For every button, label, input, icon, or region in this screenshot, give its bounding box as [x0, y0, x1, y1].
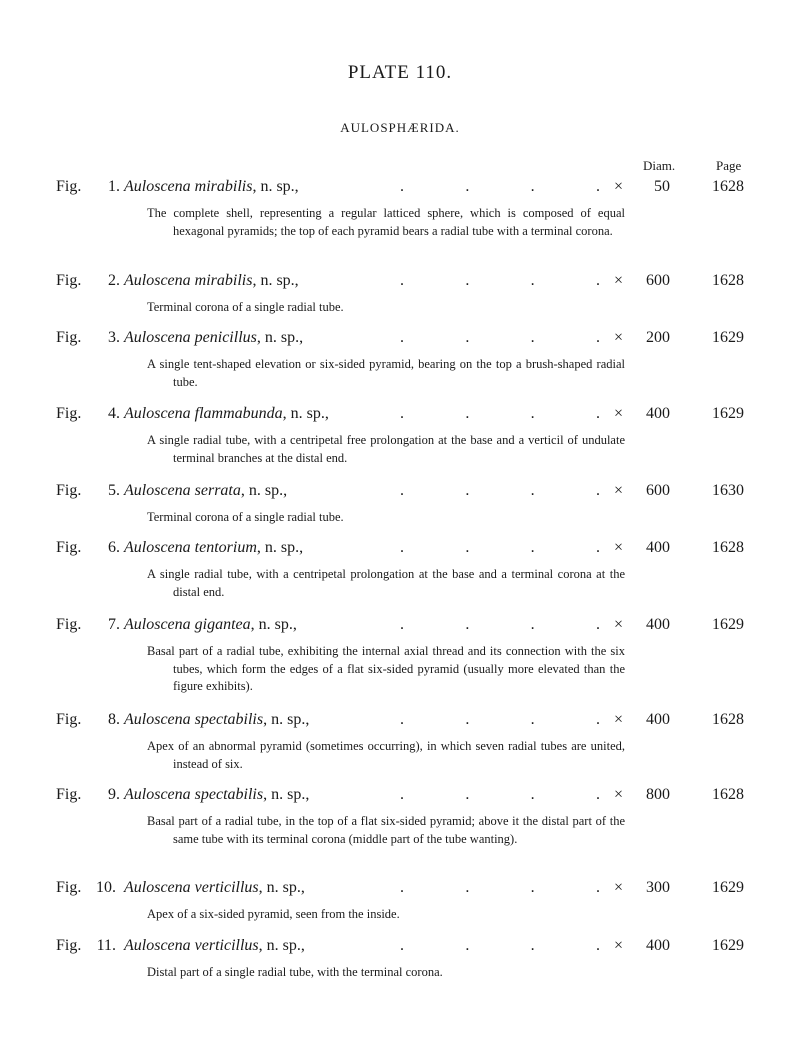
species-binomial: Auloscena serrata	[124, 482, 241, 499]
figure-entry-header	[0, 272, 800, 294]
diameter-value: 400	[646, 937, 670, 954]
species-suffix: , n. sp.,	[256, 329, 304, 346]
diameter-value: 400	[646, 711, 670, 728]
figure-label: Fig.	[56, 616, 82, 633]
page-value: 1628	[712, 272, 744, 289]
leader-dots: . . . .	[400, 616, 600, 633]
plate-title: PLATE 110.	[347, 62, 453, 83]
figure-number: 5.	[108, 482, 120, 499]
page-value: 1628	[712, 711, 744, 728]
species-suffix: , n. sp.,	[252, 178, 299, 195]
figure-label: Fig.	[56, 329, 82, 346]
species-binomial: Auloscena mirabilis	[124, 178, 253, 195]
magnification-sign: ×	[614, 937, 624, 954]
species-name	[124, 879, 305, 897]
species-binomial: Auloscena verticillus	[124, 879, 259, 896]
figure-entry	[0, 711, 800, 771]
species-binomial: Auloscena mirabilis	[124, 272, 253, 289]
figure-label: Fig.	[56, 786, 82, 803]
leader-dots: . . . .	[400, 711, 600, 728]
species-name	[124, 786, 309, 804]
diameter-value: 300	[646, 879, 670, 896]
figure-description: Terminal corona of a single radial tube.	[147, 510, 344, 524]
page-column-header: Page	[716, 158, 742, 173]
figure-entry	[0, 539, 800, 599]
magnification-sign: ×	[614, 786, 624, 803]
figure-label: Fig.	[56, 539, 82, 556]
diameter-value: 400	[646, 616, 670, 633]
figure-entry	[0, 482, 800, 524]
figure-description: A single tent-shaped elevation or six-sided pyramid, bearing on the top a brush-shaped radial tube.	[147, 357, 625, 389]
figure-number: 1.	[108, 178, 120, 195]
section-title: AULOSPHÆRIDA.	[340, 120, 460, 135]
figure-entry-header	[0, 329, 800, 351]
figure-number: 2.	[108, 272, 120, 289]
figure-number: 10.	[96, 879, 116, 896]
species-name	[124, 711, 309, 729]
diam-column-header: Diam.	[643, 158, 676, 173]
species-name	[124, 482, 287, 500]
magnification-sign: ×	[614, 405, 624, 422]
leader-dots: . . . .	[400, 786, 600, 803]
leader-dots: . . . .	[400, 879, 600, 896]
figure-description: A single radial tube, with a centripetal free prolongation at the base and a verticil of undulate terminal branches at the distal end.	[147, 433, 625, 465]
figure-description: Basal part of a radial tube, in the top of a flat six-sided pyramid; above it the distal part of the same tube with its terminal corona (middle part of the tube wanting).	[147, 814, 625, 846]
figure-description: Terminal corona of a single radial tube.	[147, 300, 344, 314]
species-name	[124, 329, 303, 347]
figure-entry	[0, 786, 800, 846]
diameter-value: 400	[646, 405, 670, 422]
figure-label: Fig.	[56, 272, 82, 289]
species-name	[124, 178, 299, 196]
figure-entry-header	[0, 539, 800, 561]
figure-description: The complete shell, representing a regular latticed sphere, which is composed of equal hexagonal pyramids; the top of each pyramid bears a radial tube with a terminal corona.	[147, 206, 625, 238]
figure-entry-header	[0, 616, 800, 638]
species-suffix: , n. sp.,	[282, 405, 329, 422]
species-binomial: Auloscena penicillus	[124, 329, 257, 346]
figure-entry	[0, 405, 800, 465]
species-suffix: , n. sp.,	[256, 539, 304, 556]
species-binomial: Auloscena gigantea	[124, 616, 251, 633]
diameter-value: 200	[646, 329, 670, 346]
species-suffix: , n. sp.,	[252, 272, 299, 289]
figure-entry	[0, 272, 800, 314]
figure-entry-header	[0, 937, 800, 959]
figure-number: 8.	[108, 711, 120, 728]
species-name	[124, 616, 297, 634]
magnification-sign: ×	[614, 539, 624, 556]
figure-label: Fig.	[56, 711, 82, 728]
species-suffix: , n. sp.,	[250, 616, 297, 633]
species-name	[124, 272, 299, 290]
diameter-value: 50	[654, 178, 670, 195]
species-binomial: Auloscena tentorium	[124, 539, 257, 556]
figure-entry-header	[0, 786, 800, 808]
leader-dots: . . . .	[400, 539, 600, 556]
species-binomial: Auloscena spectabilis	[124, 711, 264, 728]
figure-description: Apex of an abnormal pyramid (sometimes occurring), in which seven radial tubes are united, instead of six.	[147, 739, 625, 771]
magnification-sign: ×	[614, 616, 624, 633]
page-value: 1628	[712, 539, 744, 556]
figure-description: Apex of a six-sided pyramid, seen from the inside.	[147, 907, 400, 921]
figure-entry-header	[0, 482, 800, 504]
figure-label: Fig.	[56, 482, 82, 499]
page-value: 1630	[712, 482, 744, 499]
leader-dots: . . . .	[400, 405, 600, 422]
figure-entry-header	[0, 879, 800, 901]
leader-dots: . . . .	[400, 937, 600, 954]
species-suffix: , n. sp.,	[263, 786, 310, 803]
figure-entry-header	[0, 711, 800, 733]
magnification-sign: ×	[614, 879, 624, 896]
leader-dots: . . . .	[400, 178, 600, 195]
figure-entry	[0, 879, 800, 921]
figure-number: 3.	[108, 329, 120, 346]
figure-label: Fig.	[56, 405, 82, 422]
species-binomial: Auloscena verticillus	[124, 937, 259, 954]
figure-number: 9.	[108, 786, 120, 803]
species-suffix: , n. sp.,	[263, 711, 310, 728]
figure-label: Fig.	[56, 937, 82, 954]
figure-number: 7.	[108, 616, 120, 633]
figure-entry	[0, 329, 800, 389]
species-suffix: , n. sp.,	[258, 879, 305, 896]
page-value: 1629	[712, 937, 744, 954]
figure-entry-header	[0, 178, 800, 200]
figure-entry	[0, 937, 800, 979]
magnification-sign: ×	[614, 272, 624, 289]
leader-dots: . . . .	[400, 272, 600, 289]
figure-description: Basal part of a radial tube, exhibiting the internal axial thread and its connection with the six tubes, which form the edges of a flat six-sided pyramid (usually more elevated than the figure exhibits).	[147, 644, 625, 693]
magnification-sign: ×	[614, 329, 624, 346]
figure-number: 11.	[96, 937, 116, 954]
figure-number: 6.	[108, 539, 120, 556]
figure-entry	[0, 178, 800, 238]
page-value: 1629	[712, 879, 744, 896]
magnification-sign: ×	[614, 178, 624, 195]
diameter-value: 600	[646, 482, 670, 499]
page-value: 1629	[712, 405, 744, 422]
figure-label: Fig.	[56, 178, 82, 195]
species-name	[124, 405, 329, 423]
figure-label: Fig.	[56, 879, 82, 896]
diameter-value: 600	[646, 272, 670, 289]
species-binomial: Auloscena spectabilis	[124, 786, 264, 803]
leader-dots: . . . .	[400, 482, 600, 499]
species-name	[124, 539, 303, 557]
figure-description: A single radial tube, with a centripetal prolongation at the base and a terminal corona at the distal end.	[147, 567, 625, 599]
figure-entry	[0, 616, 800, 693]
species-binomial: Auloscena flammabunda	[124, 405, 283, 422]
figure-entry-header	[0, 405, 800, 427]
page-value: 1629	[712, 616, 744, 633]
species-suffix: , n. sp.,	[258, 937, 305, 954]
page-value: 1629	[712, 329, 744, 346]
species-suffix: , n. sp.,	[240, 482, 288, 499]
diameter-value: 400	[646, 539, 670, 556]
figure-description: Distal part of a single radial tube, with the terminal corona.	[147, 965, 443, 979]
page-value: 1628	[712, 786, 744, 803]
figure-number: 4.	[108, 405, 120, 422]
diameter-value: 800	[646, 786, 670, 803]
species-name	[124, 937, 305, 955]
page-value: 1628	[712, 178, 744, 195]
leader-dots: . . . .	[400, 329, 600, 346]
magnification-sign: ×	[614, 711, 624, 728]
magnification-sign: ×	[614, 482, 624, 499]
